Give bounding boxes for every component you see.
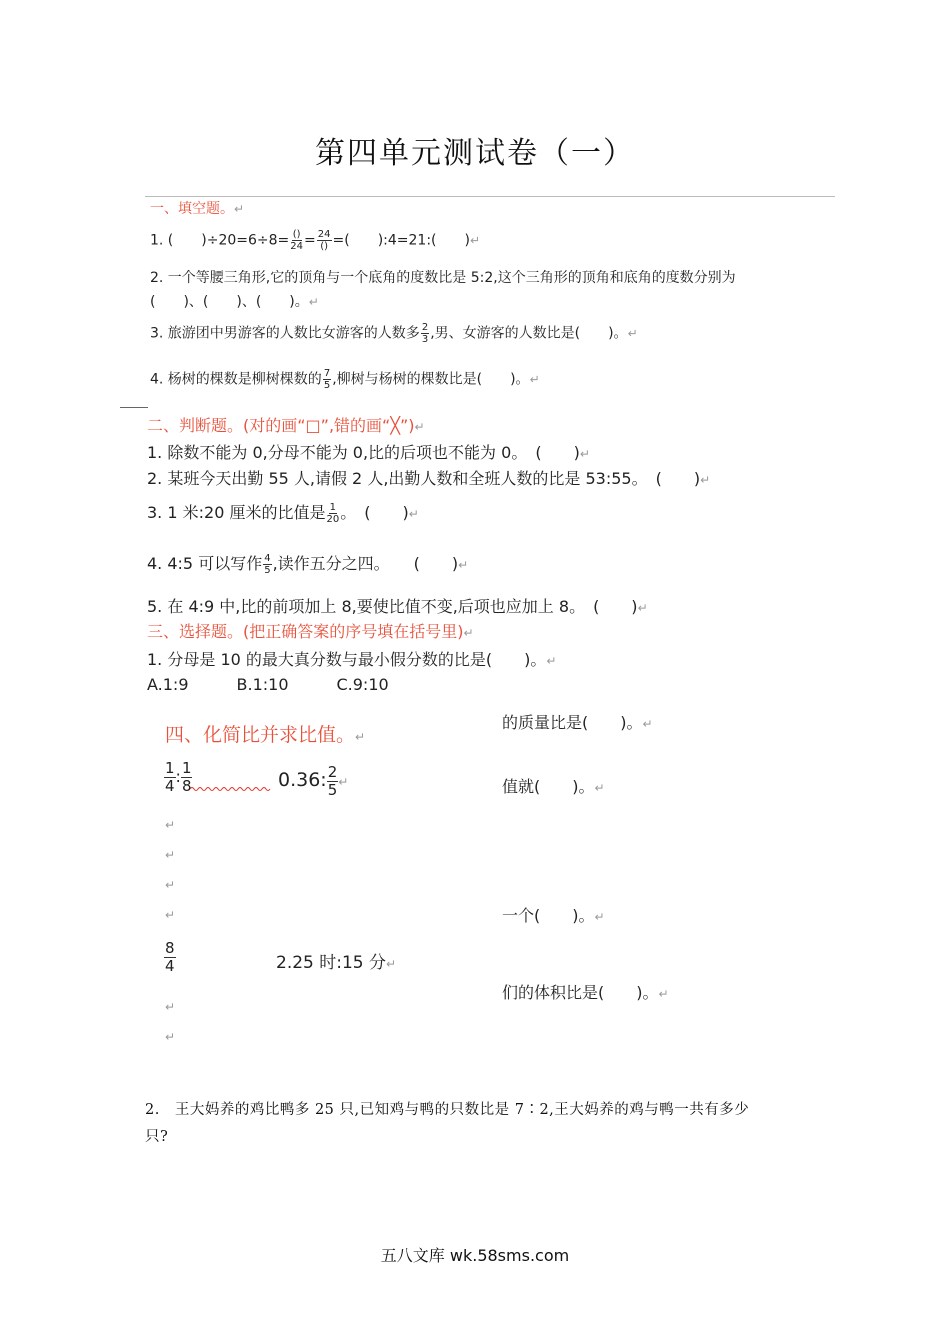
footer-watermark: 五八文库 wk.58sms.com [380,1246,570,1265]
return-mark-icon: ↵ [642,717,653,731]
return-mark-icon: ↵ [463,626,474,640]
s4-expression-2: 0.36: $\frac{2}{5}$ ↵ [278,763,349,799]
s3-partial-2: 值就( )。↵ [502,777,605,796]
s3-partial-4: 们的体积比是( )。↵ [502,983,669,1002]
fraction: $\frac{1}{4}$ [165,759,175,795]
s3-question-1: 1. 分母是 10 的最大真分数与最小假分数的比是( )。↵ [147,650,557,669]
title-divider [145,196,835,197]
return-mark-icon: ↵ [408,507,419,521]
return-mark-icon: ↵ [658,987,669,1001]
return-mark-icon: ↵ [386,957,397,971]
fraction: $\frac{1}{8}$ [181,759,192,795]
return-mark-icon: ↵ [165,908,176,922]
page-title: 第四单元测试卷（一） [315,136,635,171]
return-mark-icon: ↵ [355,730,366,744]
fraction: $\frac{7}{5}$ [323,368,331,391]
s4-expression-1: $\frac{1}{4}$ : $\frac{1}{8}$ [165,759,192,795]
fraction: $\frac{24}{()}$ [317,229,331,252]
s1-question-3: 3. 旅游团中男游客的人数比女游客的人数多 $\frac{2}{3}$ ,男、女游客的人数比是( )。↵ [150,322,638,345]
s1-question-1: 1. ( )÷20=6÷8= $\frac{()}{24}$ = $\frac{24}{()}$ =( ):4=21:( )↵ [150,229,481,252]
return-mark-icon: ↵ [458,558,469,572]
return-mark-icon: ↵ [469,233,481,248]
return-mark-icon: ↵ [579,447,590,461]
return-mark-icon: ↵ [627,326,638,341]
s1-question-4: 4. 杨树的棵数是柳树棵数的 $\frac{7}{5}$ ,柳树与杨树的棵数比是( )。↵ [150,368,540,391]
fraction: $\frac{8}{4}$ [165,939,175,975]
s1-question-2-line2: ( )、( )、( )。↵ [150,294,319,310]
return-mark-icon: ↵ [308,295,319,309]
section3-heading: 三、选择题。(把正确答案的序号填在括号里)↵ [147,622,474,641]
return-mark-icon: ↵ [165,878,176,892]
fraction: $\frac{1}{20}$ [326,502,340,525]
return-mark-icon: ↵ [165,848,176,862]
fraction: $\frac{4}{5}$ [264,553,271,576]
return-mark-icon: ↵ [165,1000,176,1014]
return-mark-icon: ↵ [637,601,648,615]
s1-question-2-line1: 2. 一个等腰三角形,它的顶角与一个底角的度数比是 5:2,这个三角形的顶角和底角的度数分别为 [150,270,736,286]
return-mark-icon: ↵ [165,1030,176,1044]
spellcheck-underline [190,786,272,792]
s2-question-5: 5. 在 4:9 中,比的前项加上 8,要使比值不变,后项也应加上 8。 ( )↵ [147,597,648,616]
return-mark-icon: ↵ [594,910,605,924]
return-mark-icon: ↵ [414,420,425,434]
section2-heading: 二、判断题。(对的画“□”,错的画“╳”)↵ [147,416,425,435]
s4-expression-3 [164,940,176,975]
section1-heading: 一、填空题。↵ [150,201,245,217]
s3-partial-1: 的质量比是( )。↵ [502,713,653,732]
return-mark-icon: ↵ [234,202,245,216]
return-mark-icon: ↵ [700,473,711,487]
section4-heading: 四、化简比并求比值。↵ [165,724,366,746]
s2-question-2: 2. 某班今天出勤 55 人,请假 2 人,出勤人数和全班人数的比是 53:55。 ( )↵ [147,469,711,488]
s3-partial-3: 一个( )。↵ [502,906,605,925]
return-mark-icon: ↵ [338,775,349,789]
divider [120,407,148,408]
return-mark-icon: ↵ [529,372,540,387]
fraction: $\frac{2}{3}$ [421,322,429,345]
s3-options: A.1:9 B.1:10 C.9:10 [147,675,389,694]
app-question-2-line2: 只? [145,1129,169,1145]
return-mark-icon: ↵ [165,818,176,832]
s2-question-3: 3. 1 米:20 厘米的比值是 $\frac{1}{20}$ 。 ( )↵ [147,502,419,525]
s2-question-4: 4. 4:5 可以写作 $\frac{4}{5}$ ,读作五分之四。 ( )↵ [147,553,469,576]
return-mark-icon: ↵ [594,781,605,795]
s2-question-1: 1. 除数不能为 0,分母不能为 0,比的后项也不能为 0。 ( )↵ [147,443,590,462]
s4-expression-4: 2.25 时:15 分↵ [276,953,397,973]
fraction: $\frac{2}{5}$ [327,763,338,799]
app-question-2-line1: 2. 王大妈养的鸡比鸭多 25 只,已知鸡与鸭的只数比是 7∶2,王大妈养的鸡与鸭一共有多少 [145,1102,750,1118]
fraction: $\frac{()}{24}$ [290,229,304,252]
return-mark-icon: ↵ [546,654,557,668]
